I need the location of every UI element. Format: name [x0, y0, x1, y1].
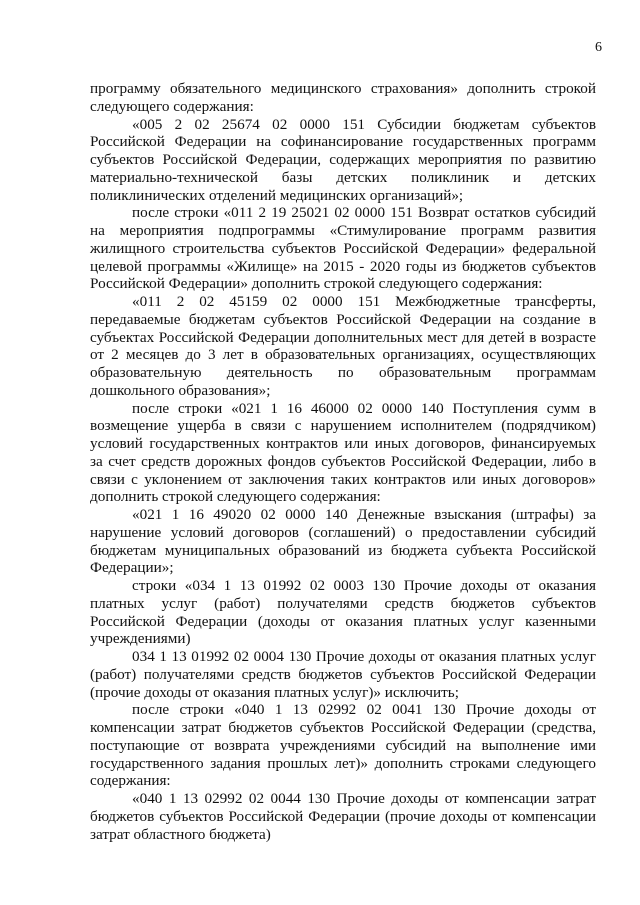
paragraph: «005 2 02 25674 02 0000 151 Субсидии бюджетам субъектов Российской Федерации на софинансирование государственных программ субъектов Российской Федерации, содержащих мероприятия по развитию материально-технической базы детских поликлиник и детских поликлинических отделений медицинских организаций»;: [90, 115, 596, 204]
paragraph: «011 2 02 45159 02 0000 151 Межбюджетные трансферты, передаваемые бюджетам субъектов Российской Федерации на создание в субъектах Российской Федерации дополнительных мест для детей в возрасте от 2 месяцев до 3 лет в образовательных организациях, осуществляющих образовательную деятельность по образовательным программам дошкольного образования»;: [90, 293, 596, 399]
page-number: 6: [595, 40, 602, 55]
paragraph: 034 1 13 01992 02 0004 130 Прочие доходы от оказания платных услуг (работ) получателями средств бюджетов субъектов Российской Федерации (прочие доходы от оказания платных услуг)» исключить;: [90, 648, 596, 701]
paragraph: программу обязательного медицинского страхования» дополнить строкой следующего содержания:: [90, 80, 596, 115]
paragraph: строки «034 1 13 01992 02 0003 130 Прочие доходы от оказания платных услуг (работ) получателями средств бюджетов субъектов Российской Федерации (доходы от оказания платных услуг казенными учреждениями): [90, 577, 596, 648]
paragraph: после строки «011 2 19 25021 02 0000 151 Возврат остатков субсидий на мероприятия подпрограммы «Стимулирование программ развития жилищного строительства субъектов Российской Федерации» федеральной целевой программы «Жилище» на 2015 - 2020 годы из бюджетов субъектов Российской Федерации» дополнить строкой следующего содержания:: [90, 204, 596, 293]
paragraph: после строки «021 1 16 46000 02 0000 140 Поступления сумм в возмещение ущерба в связи с нарушением исполнителем (подрядчиком) условий государственных контрактов или иных договоров, финансируемых за счет средств дорожных фондов субъектов Российской Федерации, либо в связи с уклонением от заключения таких контрактов или иных договоров» дополнить строкой следующего содержания:: [90, 399, 596, 506]
paragraph: «021 1 16 49020 02 0000 140 Денежные взыскания (штрафы) за нарушение условий договоров (соглашений) о предоставлении субсидий бюджетам муниципальных образований из бюджета субъекта Российской Федерации»;: [90, 506, 596, 577]
paragraph: «040 1 13 02992 02 0044 130 Прочие доходы от компенсации затрат бюджетов субъектов Российской Федерации (прочие доходы от компенсации затрат областного бюджета): [90, 790, 596, 843]
paragraph: после строки «040 1 13 02992 02 0041 130 Прочие доходы от компенсации затрат бюджетов субъектов Российской Федерации (средства, поступающие от возврата учреждениями субсидий на выполнение ими государственного задания прошлых лет)» дополнить строками следующего содержания:: [90, 701, 596, 790]
document-body: [90, 80, 596, 843]
